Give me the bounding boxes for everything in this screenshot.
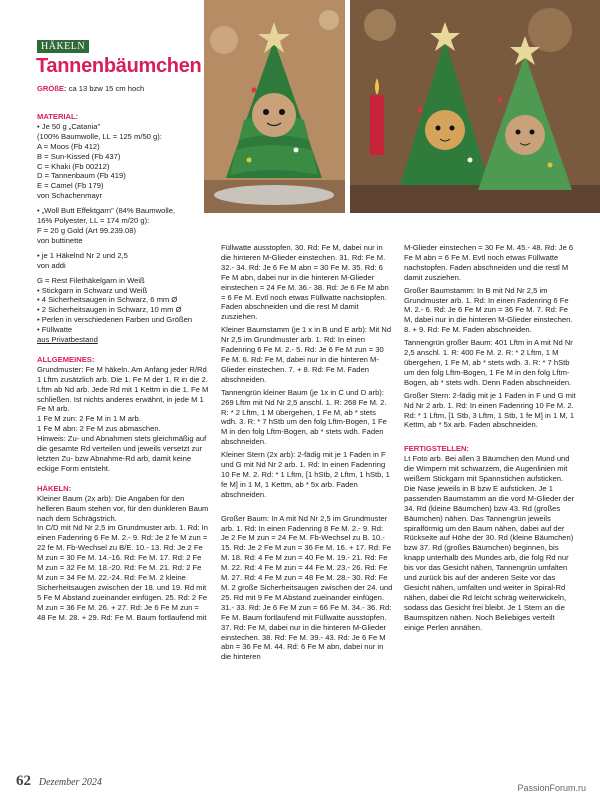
photo-single-tree [204, 0, 345, 213]
photo-three-trees [350, 0, 600, 213]
column-3: M-Glieder einstechen = 30 Fe M. 45.- 48. Rd: Je 6 Fe M abn = 6 Fe M. Evtl noch etwas Füllwatte nachstopfen. Faden abschneiden und die restl M damit zusziehen. Großer Baumstamm: In B mit Nd Nr 2,5 im Grundmuster arb. 1. Rd: In einen Fadenring 6 Fe M. 2.- 6. Rd: Je 6 Fe M zun = 36 Fe M. 7. Rd: Fe M, dabei nur in die hinteren M-Glieder einstechen. 8. + 9. Rd: Fe M. Faden abschneiden. Tannengrün großer Baum: 401 Lftm in A mit Nd Nr 2,5 anschl. 1. R: 400 Fe M. 2. R: * 2 Lftm, 1 M übergehen, 1 Fe M, ab * stets wdh. 3. R: * 7 hStb um den folg Lftm-Bogen, 1 Fe M in den folg Lftm-Bogen, ab * stets wdh. Denn Faden abschneiden. Großer Stern: 2-fädig mit je 1 Faden in F und G mit Nd Nr 2 arb. 1. Rd: In einen Fadenring 10 Fe M. 2. Rd: * 1 Lftm, [1 Stb, 3 Lftm, 1 Stb, 1 fe M] in 1 M, 1 Kettm, ab * 5x arb. Faden abschneiden. FERTIGSTELLEN: Lt Foto arb. Bei allen 3 Bäumchen den Mund und die Wimpern mit schwarzem, die Augenlinien mit weißem Stickgarn mit Spannstichen aufsticken. Die Nase jeweils in B bzw E aufsticken. Je 1 passenden Baumstamm an die vord M-Glieder der 34. Rd (kleine Bäumchen) bzw 43. Rd (großes Bäumchen) nähen. Das Tannengrün jeweils spiralförmig um den Baum nähen, dabei auf der Rückseite auf Höhe der 30. Rd (kleine Bäumchen) bzw 37. Rd (großes Bäumchen) beginnen, bis knapp unterhalb des Mundes arb, die folg Rd nur bis vor das Gesicht nähen, Tannengrün umfalten und zurück bis auf der anderen Seite vor das Gesicht nähen, umfalten und weiter in Spiral-Rd nähen, dabei die Rd leicht schräg weiterwickeln, sodass das Gesicht frei bleibt. Je 1 Stern an die Baumspitzen nähen. Noch Beliebiges verteilt einige Perlen annähen. [404, 243, 576, 632]
section-label: HÄKELN [37, 40, 89, 53]
size-info: GRÖßE: ca 13 bzw 15 cm hoch [37, 84, 145, 93]
haekeln-heading: HÄKELN: [37, 483, 72, 493]
issue-month: Dezember 2024 [38, 777, 102, 788]
page-title: Tannenbäumchen [36, 55, 202, 77]
page-number: 62 [16, 773, 31, 789]
allgemeines-text: Grundmuster: Fe M häkeln. Am Anfang jeder R/Rd 1 Lftm zusätzlich arb. Die 1. Fe M der 1. R in die 2. Lftm ab Nd arb. Jede Rd mit 1 Kettm in die 1. Fe M schließen. Ist nichts anderes erwähnt, in jede M 1 Fe M arb. [37, 364, 209, 414]
footer [16, 772, 102, 790]
allgemeines-heading: ALLGEMEINES: [37, 354, 95, 364]
watermark: PassionForum.ru [517, 783, 586, 793]
column-2: Füllwatte ausstopfen. 30. Rd: Fe M, dabei nur in die hinteren M-Glieder einstechen. 31. Rd: Fe M. 32.- 34. Rd: Je 6 Fe M abn = 30 Fe M. 35. Rd: 6 Fe M abn, dabei nur in die hinteren M-Glieder einstechen = 24 Fe M. 36.- 38. Rd: Je 6 Fe M abn = 6 Fe M. Evtl noch etwas Füllwatte nachstopfen. Faden abschneiden und die rest M damit zusziehen. Kleiner Baumstamm (je 1 x in B und E arb): Mit Nd Nr 2,5 im Grundmuster arb. 1. Rd: In einen Fadenring 6 Fe M. 2.- 5. Rd: Je 6 Fe M zun = 30 Fe M. 6. Rd: Fe M, dabei nur in die hinteren M-Glieder einstechen. 7. + 8. Rd: Fe M. Faden abschneiden. Tannengrün kleiner Baum (je 1x in C und D arb): 269 Lftm mit Nd Nr 2,5 anschl. 1. R: 268 Fe M. 2. R: * 2 Lftm, 1 M übergehen, 1 Fe M, ab * stets wdh. 3. R: * 7 hStb um den folg Lftm-Bogen, 1 Fe M in den folg Lftm-Bogen, ab * stets wdh. Faden abschneiden. Kleiner Stern (2x arb): 2-fädig mit je 1 Faden in F und G mit Nd Nr 2 arb. 1. Rd: In einen Fadenring 10 Fe M. 2. Rd: * 1 Lftm, [1 hStb, 2 Lftm, 1 hStb, 1 fe M] in 1 M, 1 Kettm, ab * 5x arb. Faden abschneiden. Großer Baum: In A mit Nd Nr 2,5 im Grundmuster arb. 1. Rd: In einen Fadenring 8 Fe M. 2.- 9. Rd: Je 2 Fe M zun = 24 Fe M. Fb-Wechsel zu B. 10.- 15. Rd: Je 2 Fe M zun = 36 Fe M. 16. + 17. Rd: Fe M. 18. Rd: 4 Fe M zun = 40 Fe M. 19.- 21. Rd: Fe M. 22. Rd: 4 Fe M zun = 44 Fe M. 23.- 26. Rd: Fe M. 27. Rd: 4 Fe M zun = 48 Fe M. 28.- 30. Rd: Fe M. 2 große Sicherheitsaugen zwischen der 24. und 25. Rd mit 9 Fe M Abstand zueinander einfügen. 31.- 33. Rd: Je 6 Fe M zun = 66 Fe M. 34.- 36. Rd: Fe M. Baum fortlaufend mit Füllwatte ausstopfen. 37. Rd: Fe M, dabei nur in die hinteren M-Glieder einstechen. 38. Rd: Fe M. 39.- 43. Rd: Je 6 Fe M abn = 36 Fe M. 44. Rd: 6 Fe M abn, dabei nur in die hinteren [221, 243, 393, 662]
fertigstellen-heading: FERTIGSTELLEN: [404, 444, 469, 454]
material-heading: MATERIAL: [37, 112, 79, 121]
column-1: MATERIAL: • Je 50 g „Catania" (100% Baumwolle, LL = 125 m/50 g): A = Moos (Fb 412) B = Sun-Kissed (Fb 437) C = Khaki (Fb 00212) D = Tannenbaum (Fb 419) E = Camel (Fb 179) von Schachenmayr • „Woll Butt Effektgarn" (84% Baumwolle, 16% Polyester, LL = 174 m/20 g): F = 20 g Gold (Art 99.239.08) von buttinette • je 1 Häkelnd Nr 2 und 2,5 von addi G = Rest Filethäkelgarn in Weiß • Stickgarn in Schwarz und Weiß • 4 Sicherheitsaugen in Schwarz, 6 mm Ø • 2 Sicherheitsaugen in Schwarz, 10 mm Ø • Perlen in verschiedenen Farben und Größen • Füllwatte aus Privatbestand ALLGEMEINES: Grundmuster: Fe M häkeln. Am Anfang jeder R/Rd 1 Lftm zusätzlich arb. Die 1. Fe M der 1. R in die 2. Lftm ab Nd arb. Jede Rd mit 1 Kettm in die 1. Fe M schließen. Ist nichts anderes erwähnt, in jede M 1 Fe M arb. 1 Fe M zun: 2 Fe M in 1 M arb. 1 Fe M abn: 2 Fe M zus abmaschen. Hinweis: Zu- und Abnahmen stets gleichmäßig auf die gesamte Rd verteilen und jeweils versetzt zur letzten Zu- bzw Abnahme-Rd arb, damit keine eckige Form entsteht. HÄKELN: Kleiner Baum (2x arb): Die Angaben für den helleren Baum stehen vor, für den dunkleren Baum nach dem Schrägstrich. In C/D mit Nd Nr 2,5 im Grundmuster arb. 1. Rd: In einen Fadenring 6 Fe M. 2.- 9. Rd: Je 2 fe M zun = 22 fe M. Fb-Wechsel zu B/E. 10.- 13. Rd: Je 2 Fe M zun = 30 Fe M. 14.-16. Rd: Fe M. 17. Rd: 2 Fe M zun = 32 Fe M. 18.-20. Rd: Fe M. 21. Rd: 2 Fe M zun = 34 Fe M. 22.-24. Rd: Fe M. 2 kleine Sicherheitsaugen zwischen der 18. und 19. Rd mit 5 Fe M Abstand zueinander einfügen. 25. Rd: 2 Fe M zun = 36 Fe M. 26. + 27. Rd: Je 6 Fe M zun = 48 Fe M. 28. + 29. Rd: Fe M. Baum fortlaufend mit [37, 112, 209, 622]
